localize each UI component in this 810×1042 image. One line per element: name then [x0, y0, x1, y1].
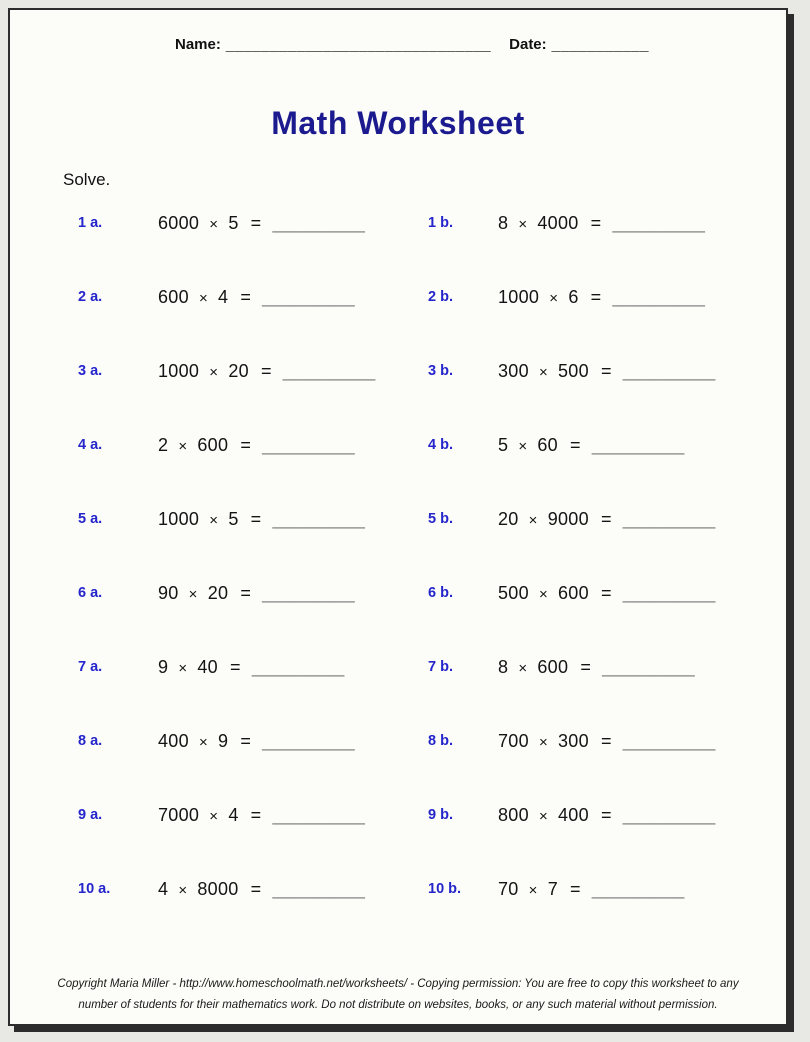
factor-2: 6 [568, 286, 579, 307]
problems-grid [10, 186, 786, 926]
equals-sign: = [240, 286, 252, 307]
problem-row [10, 408, 786, 482]
factor-1: 8 [498, 656, 509, 677]
factor-2: 4000 [537, 212, 579, 233]
problem-expression [158, 435, 428, 456]
factor-2: 7 [547, 878, 558, 899]
problem-number: 2 a. [78, 289, 103, 305]
factor-1: 500 [498, 582, 529, 603]
factor-2: 40 [197, 656, 218, 677]
answer-blank: _________ [272, 508, 366, 529]
problem-expression [158, 731, 428, 752]
multiply-sign: × [549, 289, 559, 307]
factor-2: 9000 [547, 508, 589, 529]
factor-1: 6000 [158, 212, 200, 233]
multiply-sign: × [209, 215, 219, 233]
problem-number: 8 a. [78, 733, 103, 749]
factor-2: 9 [218, 730, 229, 751]
answer-blank: _________ [262, 730, 355, 751]
factor-1: 90 [158, 582, 179, 603]
problem-expression [498, 509, 716, 530]
answer-blank: _________ [262, 286, 355, 307]
problem-number: 2 b. [428, 289, 453, 305]
problem-expression [158, 213, 428, 234]
problem-expression [158, 583, 428, 604]
factor-1: 300 [498, 360, 529, 381]
multiply-sign: × [198, 733, 208, 751]
multiply-sign: × [209, 511, 219, 529]
equals-sign: = [570, 878, 581, 899]
problem-expression [498, 287, 705, 308]
problem-number: 5 b. [428, 511, 453, 527]
factor-2: 4 [218, 286, 229, 307]
problem-row [10, 630, 786, 704]
answer-blank: _________ [622, 360, 716, 381]
multiply-sign: × [518, 215, 528, 233]
problem-expression [158, 805, 428, 826]
name-date-header [175, 36, 649, 53]
multiply-sign: × [538, 733, 548, 751]
problem-number: 9 a. [78, 807, 103, 823]
equals-sign: = [250, 878, 262, 899]
multiply-sign: × [178, 437, 188, 455]
factor-2: 20 [207, 582, 229, 603]
answer-blank: _________ [282, 360, 376, 381]
problem-row [10, 556, 786, 630]
factor-1: 5 [498, 434, 509, 455]
factor-1: 600 [158, 286, 189, 307]
problem-row [10, 852, 786, 926]
factor-1: 1000 [158, 508, 200, 529]
factor-1: 700 [498, 730, 529, 751]
equals-sign: = [600, 360, 612, 381]
multiply-sign: × [178, 881, 188, 899]
multiply-sign: × [538, 585, 548, 603]
answer-blank: _________ [622, 508, 716, 529]
factor-2: 5 [228, 212, 239, 233]
problem-expression [158, 287, 428, 308]
problem-expression [498, 657, 695, 678]
answer-blank: _________ [612, 286, 706, 307]
multiply-sign: × [538, 807, 548, 825]
problem-expression [158, 657, 428, 678]
equals-sign: = [590, 286, 602, 307]
problem-number: 4 a. [78, 437, 103, 453]
factor-2: 600 [197, 434, 229, 455]
equals-sign: = [260, 360, 272, 381]
multiply-sign: × [209, 807, 219, 825]
copyright-line-2: number of students for their mathematics work. Do not distribute on websites, books, or any such material without permission. [78, 999, 718, 1011]
equals-sign: = [240, 434, 252, 455]
date-label: Date: [509, 36, 547, 53]
multiply-sign: × [518, 659, 528, 677]
factor-1: 20 [498, 508, 519, 529]
multiply-sign: × [178, 659, 188, 677]
factor-2: 60 [537, 434, 558, 455]
factor-1: 2 [158, 434, 169, 455]
equals-sign: = [570, 434, 581, 455]
problem-expression [158, 879, 428, 900]
answer-blank: _________ [272, 212, 366, 233]
factor-2: 500 [558, 360, 589, 381]
problem-number: 7 a. [78, 659, 103, 675]
problem-expression [498, 805, 716, 826]
factor-1: 1000 [158, 360, 200, 381]
problem-expression [158, 509, 428, 530]
equals-sign: = [250, 508, 262, 529]
problem-number: 6 b. [428, 585, 453, 601]
equals-sign: = [600, 582, 612, 603]
factor-1: 800 [498, 804, 529, 825]
instruction-text: Solve. [63, 170, 111, 189]
problem-row [10, 704, 786, 778]
problem-number: 4 b. [428, 437, 453, 453]
problem-number: 3 a. [78, 363, 103, 379]
problem-row [10, 186, 786, 260]
factor-1: 70 [498, 878, 519, 899]
multiply-sign: × [198, 289, 208, 307]
factor-2: 8000 [197, 878, 239, 899]
equals-sign: = [250, 212, 262, 233]
problem-number: 10 b. [428, 881, 462, 897]
problem-expression [158, 361, 428, 382]
problem-row [10, 334, 786, 408]
answer-blank: _________ [272, 804, 366, 825]
factor-2: 5 [228, 508, 239, 529]
name-label: Name: [175, 36, 221, 53]
answer-blank: _________ [622, 804, 716, 825]
multiply-sign: × [528, 511, 538, 529]
factor-1: 400 [158, 730, 189, 751]
factor-1: 1000 [498, 286, 540, 307]
problem-number: 3 b. [428, 363, 453, 379]
problem-expression [498, 583, 716, 604]
problem-number: 1 a. [78, 215, 103, 231]
factor-2: 300 [558, 730, 589, 751]
factor-2: 400 [558, 804, 589, 825]
page-title: Math Worksheet [271, 105, 525, 141]
problem-number: 8 b. [428, 733, 453, 749]
multiply-sign: × [518, 437, 528, 455]
answer-blank: _________ [251, 656, 345, 677]
equals-sign: = [240, 730, 252, 751]
answer-blank: _________ [602, 656, 695, 677]
problem-number: 7 b. [428, 659, 453, 675]
answer-blank: _________ [262, 434, 355, 455]
answer-blank: _________ [272, 878, 366, 899]
equals-sign: = [590, 212, 602, 233]
problem-expression [498, 435, 685, 456]
problem-number: 10 a. [78, 881, 111, 897]
problem-number: 1 b. [428, 215, 453, 231]
multiply-sign: × [188, 585, 198, 603]
equals-sign: = [600, 730, 612, 751]
factor-1: 4 [158, 878, 169, 899]
problem-number: 6 a. [78, 585, 103, 601]
answer-blank: _________ [591, 878, 685, 899]
problem-row [10, 260, 786, 334]
problem-expression [498, 213, 705, 234]
multiply-sign: × [209, 363, 219, 381]
equals-sign: = [230, 656, 241, 677]
factor-2: 600 [537, 656, 569, 677]
equals-sign: = [580, 656, 592, 677]
answer-blank: _________ [622, 582, 716, 603]
problem-row [10, 778, 786, 852]
worksheet-page [8, 8, 788, 1026]
problem-expression [498, 361, 716, 382]
answer-blank: _________ [262, 582, 355, 603]
equals-sign: = [600, 804, 612, 825]
date-blank-line: ___________ [551, 36, 649, 53]
equals-sign: = [240, 582, 252, 603]
answer-blank: _________ [622, 730, 716, 751]
factor-1: 7000 [158, 804, 200, 825]
factor-1: 8 [498, 212, 509, 233]
factor-2: 20 [228, 360, 249, 381]
copyright-footer [10, 974, 786, 1016]
factor-2: 4 [228, 804, 239, 825]
problem-number: 5 a. [78, 511, 103, 527]
factor-1: 9 [158, 656, 169, 677]
multiply-sign: × [538, 363, 548, 381]
answer-blank: _________ [612, 212, 706, 233]
answer-blank: _________ [591, 434, 685, 455]
multiply-sign: × [528, 881, 538, 899]
problem-number: 9 b. [428, 807, 453, 823]
equals-sign: = [600, 508, 612, 529]
equals-sign: = [250, 804, 262, 825]
name-blank-line: ______________________________ [225, 36, 492, 53]
factor-2: 600 [558, 582, 589, 603]
problem-expression [498, 731, 716, 752]
problem-expression [498, 879, 685, 900]
copyright-line-1: Copyright Maria Miller - http://www.homeschoolmath.net/worksheets/ - Copying permission: You are free to copy this worksheet to any [57, 978, 739, 990]
problem-row [10, 482, 786, 556]
